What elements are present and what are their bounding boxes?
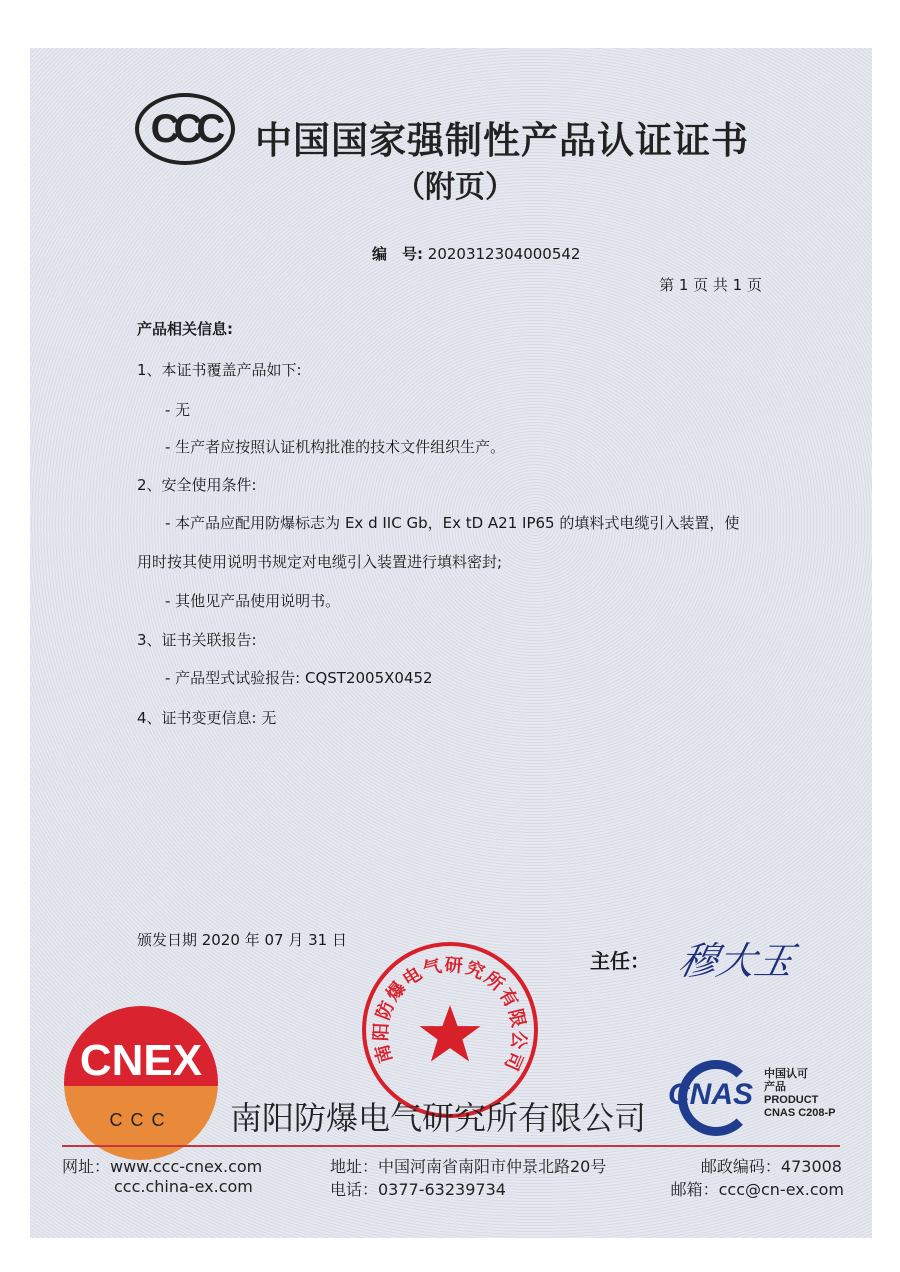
item-1-line: - 无: [165, 401, 191, 419]
director-label: 主任：: [590, 949, 650, 973]
item-1-heading: 1、本证书覆盖产品如下:: [137, 361, 302, 379]
seal-graphic: [366, 946, 534, 1114]
page-info: 第 1 页 共 1 页: [659, 276, 762, 294]
phone: 电话：0377-63239734: [330, 1180, 506, 1199]
official-seal: [362, 942, 538, 1118]
website-2[interactable]: ccc.china-ex.com: [114, 1177, 253, 1196]
cnas-logo: [668, 1058, 760, 1138]
company-name: 南阳防爆电气研究所有限公司: [230, 1099, 647, 1137]
item-4-heading: 4、证书变更信息: 无: [137, 709, 277, 727]
cnas-caption: [764, 1068, 836, 1120]
item-3-heading: 3、证书关联报告:: [137, 631, 257, 649]
cert-number-label: 编 号:: [372, 245, 423, 263]
cert-number: [372, 243, 580, 264]
item-2-heading: 2、安全使用条件:: [137, 476, 257, 494]
item-2-line: 用时按其使用说明书规定对电缆引入装置进行填料密封;: [137, 553, 503, 571]
issue-date: 颁发日期 2020 年 07 月 31 日: [137, 931, 347, 949]
section-heading: 产品相关信息:: [137, 320, 233, 338]
cnex-logo-text: CNEX: [79, 1036, 203, 1085]
item-3-line: - 产品型式试验报告: CQST2005X0452: [165, 669, 433, 687]
footer-divider: [62, 1145, 840, 1147]
email[interactable]: 邮箱：ccc@cn-ex.com: [670, 1180, 844, 1199]
signature: 穆大玉: [674, 939, 798, 983]
cnex-logo-sub: CCC: [109, 1110, 173, 1130]
ccc-logo: [135, 93, 235, 165]
star-icon: [419, 1005, 480, 1061]
cnas-caption-line: 中国认可: [764, 1068, 808, 1080]
cert-number-value: 2020312304000542: [427, 245, 581, 263]
address: 地址：中国河南省南阳市仲景北路20号: [330, 1157, 607, 1176]
page-title: 中国国家强制性产品认证证书: [255, 119, 749, 162]
cnas-caption-line: CNAS C208-P: [764, 1107, 836, 1119]
cnas-caption-line: 产品: [764, 1081, 786, 1093]
cnas-caption-line: PRODUCT: [764, 1094, 819, 1106]
postcode: 邮政编码：473008: [700, 1157, 842, 1176]
website[interactable]: 网址：www.ccc-cnex.com: [62, 1157, 263, 1176]
ccc-logo-text: CCC: [150, 106, 220, 151]
seal-text: 南阳防爆电气研究所有限公司: [370, 954, 530, 1076]
cnex-logo: [64, 1006, 218, 1160]
item-2-line: - 本产品应配用防爆标志为 Ex d IIC Gb，Ex tD A21 IP65 的填料式电缆引入装置，使: [165, 514, 740, 532]
item-2-line: - 其他见产品使用说明书。: [165, 592, 341, 610]
item-1-line: - 生产者应按照认证机构批准的技术文件组织生产。: [165, 438, 506, 456]
page-subtitle: （附页）: [395, 170, 515, 205]
cnas-logo-text: CNAS: [668, 1078, 754, 1111]
